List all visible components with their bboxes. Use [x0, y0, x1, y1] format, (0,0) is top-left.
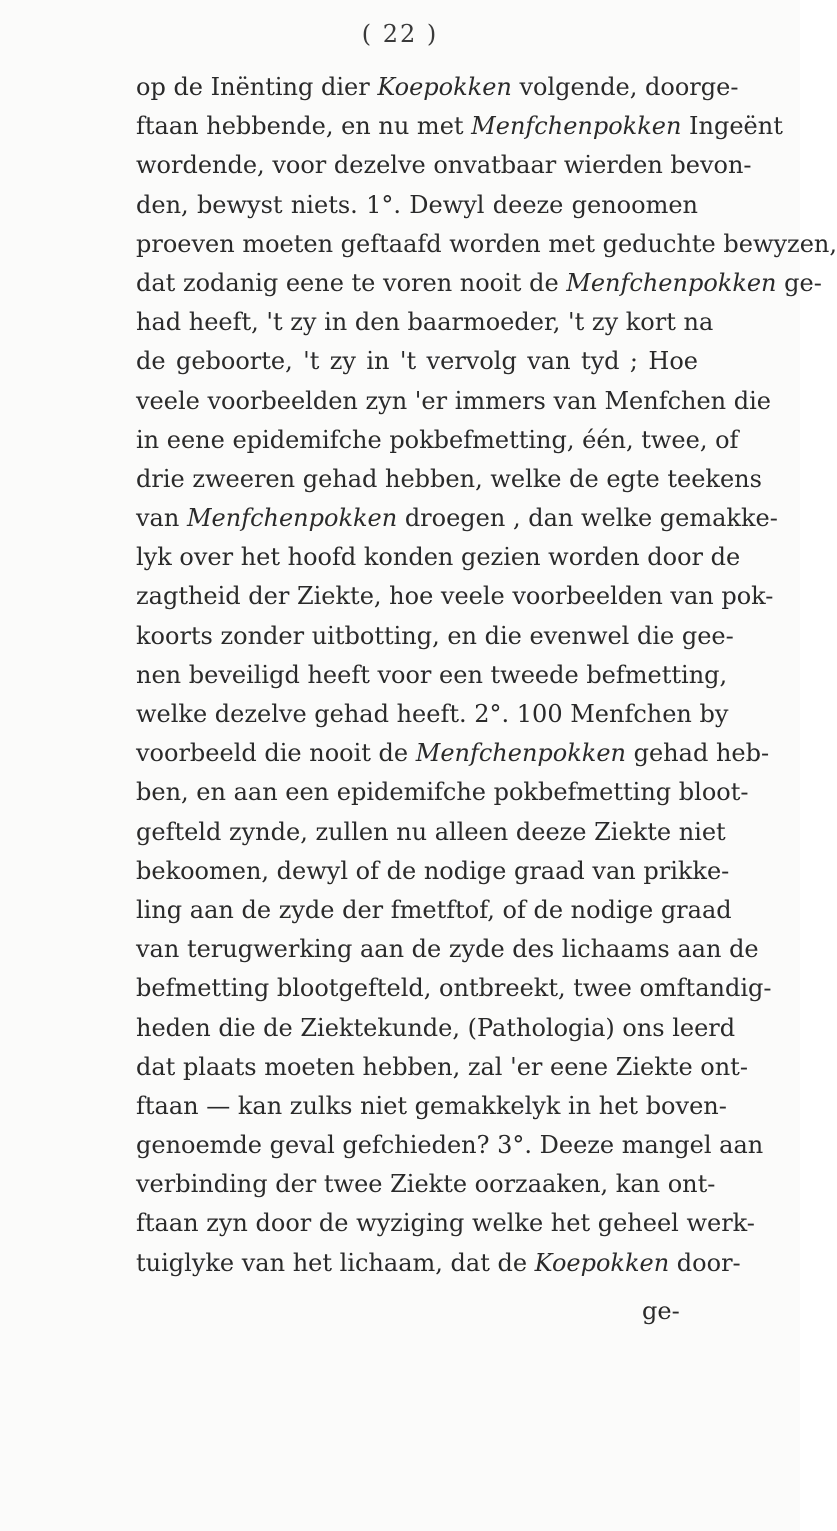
page-number: ( 22 ) — [361, 20, 439, 48]
text-line: op de Inënting dier Koepokken volgende, doorge- — [136, 73, 739, 101]
text-line: proeven moeten geftaafd worden met geduchte bewyzen, — [136, 229, 837, 258]
text-line: zagtheid der Ziekte, hoe veele voorbeelden van pok- — [136, 582, 774, 611]
text-line: ben, en aan een epidemifche pokbefmetting bloot- — [136, 778, 749, 807]
text-line: befmetting blootgefteld, ontbreekt, twee omftandig- — [136, 974, 772, 1003]
text-line: veele voorbeelden zyn 'er immers van Menfchen die — [136, 386, 772, 415]
text-line: ftaan zyn door de wyziging welke het geheel werk- — [136, 1209, 755, 1238]
text-line: verbinding der twee Ziekte oorzaaken, kan ont- — [136, 1170, 716, 1199]
text-line: voorbeeld die nooit de Menfchenpokken gehad heb- — [136, 739, 770, 768]
text-line: ftaan hebbende, en nu met Menfchenpokken Ingeënt — [136, 112, 783, 141]
text-line: lyk over het hoofd konden gezien worden door de — [136, 543, 741, 572]
text-line: van terugwerking aan de zyde des lichaams aan de — [136, 935, 759, 964]
text-line: koorts zonder uitbotting, en die evenwel die gee- — [136, 621, 734, 650]
text-line: genoemde geval gefchieden? 3°. Deeze mangel aan — [136, 1131, 764, 1160]
text-line: tuiglyke van het lichaam, dat de Koepokken door- — [136, 1248, 741, 1277]
text-line: had heeft, 't zy in den baarmoeder, 't zy kort na — [136, 308, 714, 337]
body-text — [136, 68, 837, 1283]
text-line: in eene epidemifche pokbefmetting, één, twee, of — [136, 425, 739, 454]
text-line: den, bewyst niets. 1°. Dewyl deeze genoomen — [136, 190, 698, 219]
catchword: ge- — [642, 1297, 680, 1325]
text-line: drie zweeren gehad hebben, welke de egte teekens — [136, 464, 762, 493]
text-line: van Menfchenpokken droegen , dan welke gemakke- — [136, 504, 778, 533]
text-line: gefteld zynde, zullen nu alleen deeze Ziekte niet — [136, 817, 726, 846]
text-line: nen beveiligd heeft voor een tweede befmetting, — [136, 660, 728, 689]
text-line: heden die de Ziektekunde, (Pathologia) ons leerd — [136, 1013, 736, 1042]
text-line: dat plaats moeten hebben, zal 'er eene Ziekte ont- — [136, 1052, 748, 1081]
text-line: de geboorte, 't zy in 't vervolg van tyd ; Hoe — [136, 347, 698, 376]
text-line: wordende, voor dezelve onvatbaar wierden bevon- — [136, 151, 752, 180]
text-line: bekoomen, dewyl of de nodige graad van prikke- — [136, 856, 730, 885]
text-line: ling aan de zyde der fmetftof, of de nodige graad — [136, 895, 732, 924]
text-line: dat zodanig eene te voren nooit de Menfchenpokken ge- — [136, 268, 822, 297]
text-line: ftaan — kan zulks niet gemakkelyk in het boven- — [136, 1091, 727, 1120]
text-line: welke dezelve gehad heeft. 2°. 100 Menfchen by — [136, 700, 729, 728]
